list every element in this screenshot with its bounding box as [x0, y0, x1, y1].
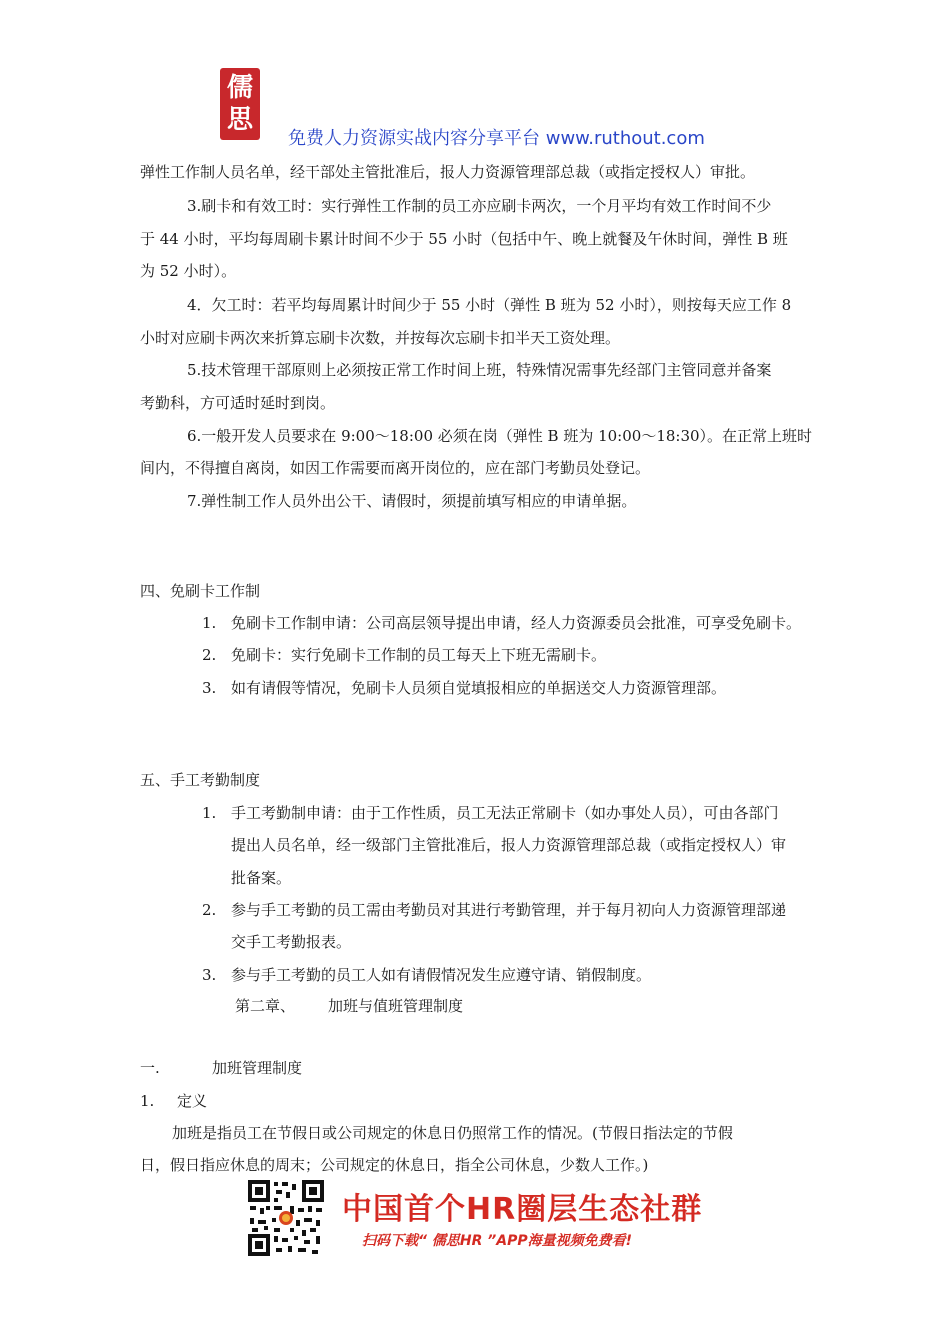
- text-line: 7.弹性制工作人员外出公干、请假时，须提前填写相应的申请单据。: [187, 492, 637, 510]
- text-line: 间内，不得擅自离岗，如因工作需要而离开岗位的，应在部门考勤员处登记。: [140, 459, 651, 477]
- list-item-continuation: 交手工考勤报表。: [231, 933, 352, 951]
- header-tagline[interactable]: 免费人力资源实战内容分享平台 www.ruthout.com: [288, 128, 705, 149]
- definition-title: 定义: [177, 1092, 208, 1110]
- list-number: 3.: [202, 966, 217, 984]
- list-item: 免刷卡：实行免刷卡工作制的员工每天上下班无需刷卡。: [231, 646, 607, 664]
- list-item: 参与手工考勤的员工需由考勤员对其进行考勤管理，并于每月初向人力资源管理部递: [231, 901, 787, 919]
- definition-number: 1.: [140, 1092, 155, 1110]
- text-line: 考勤科，方可适时延时到岗。: [140, 394, 336, 412]
- text-line: 小时对应刷卡两次来折算忘刷卡次数，并按每次忘刷卡扣半天工资处理。: [140, 329, 621, 347]
- list-item-continuation: 批备案。: [231, 869, 292, 887]
- qr-code-icon[interactable]: [246, 1178, 326, 1258]
- list-number: 2.: [202, 901, 217, 919]
- subsection-title: 加班管理制度: [212, 1059, 303, 1077]
- list-item-continuation: 提出人员名单，经一级部门主管批准后，报人力资源管理部总裁（或指定授权人）审: [231, 836, 787, 854]
- logo-char-2: 思: [226, 105, 253, 135]
- footer-title: 中国首个HR圈层生态社群: [342, 1192, 703, 1227]
- list-number: 3.: [202, 679, 217, 697]
- subsection-number: 一.: [140, 1059, 160, 1077]
- logo-seal: [220, 68, 260, 140]
- text-line: 4．欠工时：若平均每周累计时间少于 55 小时（弹性 B 班为 52 小时），则按每天应工作 8: [187, 296, 792, 314]
- text-line: 弹性工作制人员名单，经干部处主管批准后，报人力资源管理部总裁（或指定授权人）审批。: [140, 163, 756, 181]
- list-number: 1.: [202, 804, 217, 822]
- text-line: 加班是指员工在节假日或公司规定的休息日仍照常工作的情况。(节假日指法定的节假: [172, 1124, 733, 1142]
- section-heading: 五、手工考勤制度: [140, 771, 261, 789]
- list-item: 手工考勤制申请：由于工作性质，员工无法正常刷卡（如办事处人员），可由各部门: [231, 804, 779, 822]
- text-line: 5.技术管理干部原则上必须按正常工作时间上班，特殊情况需事先经部门主管同意并备案: [187, 361, 772, 379]
- text-line: 3.刷卡和有效工时：实行弹性工作制的员工亦应刷卡两次，一个月平均有效工作时间不少: [187, 197, 772, 215]
- footer-subtitle: 扫码下载“ 儒思HR ”APP海量视频免费看!: [362, 1233, 633, 1249]
- section-heading: 四、免刷卡工作制: [140, 582, 261, 600]
- text-line: 于 44 小时，平均每周刷卡累计时间不少于 55 小时（包括中午、晚上就餐及午休时间，弹性 B 班: [140, 230, 788, 248]
- chapter-number: 第二章、: [235, 997, 296, 1015]
- list-item: 如有请假等情况，免刷卡人员须自觉填报相应的单据送交人力资源管理部。: [231, 679, 727, 697]
- list-item: 参与手工考勤的员工人如有请假情况发生应遵守请、销假制度。: [231, 966, 652, 984]
- list-number: 1.: [202, 614, 217, 632]
- text-line: 为 52 小时）。: [140, 262, 237, 280]
- chapter-title: 加班与值班管理制度: [328, 997, 464, 1015]
- list-number: 2.: [202, 646, 217, 664]
- text-line: 日，假日指应休息的周末；公司规定的休息日，指全公司休息，少数人工作。): [140, 1156, 649, 1174]
- text-line: 6.一般开发人员要求在 9:00～18:00 必须在岗（弹性 B 班为 10:00～18:30）。在正常上班时: [187, 427, 813, 445]
- list-item: 免刷卡工作制申请：公司高层领导提出申请，经人力资源委员会批准，可享受免刷卡。: [231, 614, 802, 632]
- logo-char-1: 儒: [226, 73, 253, 103]
